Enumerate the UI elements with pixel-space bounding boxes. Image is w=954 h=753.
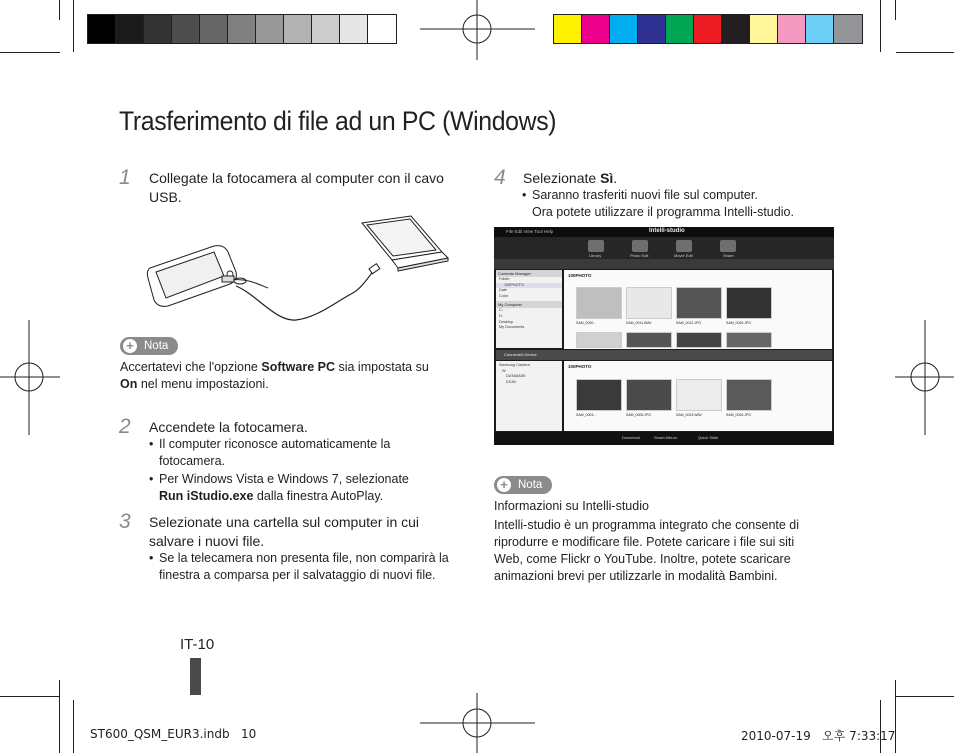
color-swatch-bar: [553, 14, 863, 44]
step-number: 1: [119, 166, 131, 189]
connected-device-bar: [496, 350, 832, 360]
color-swatch: [582, 15, 610, 43]
thumbnail-caption: SAM_0026.JPG: [726, 413, 752, 417]
page-tab: [190, 658, 201, 695]
side-row: Desktop: [499, 319, 513, 324]
color-swatch: [610, 15, 638, 43]
thumbnail: [576, 287, 622, 319]
side-row: Samsung Camera: [499, 363, 530, 367]
smart-album-button: Smart Album: [654, 435, 677, 440]
toolbar-label: Library: [589, 253, 602, 258]
main-panel-top: [564, 270, 832, 349]
thumbnail-caption: SAM_0030...: [576, 321, 597, 325]
note-text: Intelli-studio è un programma integrato che consente di riprodurre e modificare file. Potete caricare i file sui siti Web, come Flickr o YouTube. Inoltre, potete scaricare animazioni brevi per utilizzarle in modalità Bambini.: [494, 518, 800, 583]
photo-edit-icon: [632, 240, 648, 252]
plus-icon: +: [497, 478, 511, 492]
crop-mark: [0, 696, 60, 697]
app-toolbar: [494, 237, 834, 259]
crop-mark: [896, 52, 954, 53]
thumbnail: [626, 287, 672, 319]
thumbnail-caption: SAM_0003...: [576, 413, 597, 417]
download-button: Download: [622, 435, 640, 440]
note-badge: [120, 337, 178, 355]
side-row: D:: [499, 313, 503, 318]
side-header: Contents Manager: [496, 270, 562, 277]
thumbnail-caption: SAM_0024.WAV: [676, 413, 702, 417]
registration-target-bottom: [420, 693, 535, 753]
step-number: 2: [119, 415, 131, 438]
thumbnail: [726, 287, 772, 319]
crop-mark: [880, 0, 881, 52]
footer-date: 2010-07-19 오후 7:33:17: [741, 729, 896, 743]
thumbnail: [626, 379, 672, 411]
thumbnail: [676, 379, 722, 411]
thumbnail: [576, 379, 622, 411]
crop-mark: [73, 700, 74, 753]
step-text: Selezionate Sì.: [523, 170, 618, 186]
crop-mark: [73, 0, 74, 52]
note-text: Accertatevi che l'opzione Software PC sia impostata su On nel menu impostazioni.: [120, 360, 429, 391]
step-text: Accendete la fotocamera.: [149, 419, 308, 435]
side-row: C:: [499, 308, 503, 313]
registration-target-top: [420, 0, 535, 60]
side-row: Color: [499, 293, 509, 298]
crop-mark: [59, 680, 60, 753]
side-row: 100PHOTO: [496, 283, 562, 289]
thumbnail-caption: SAM_0012.JPG: [676, 321, 702, 325]
toolbar-label: Photo Edit: [630, 253, 649, 258]
thumbnail: [726, 332, 772, 348]
main-panel-bottom: [564, 361, 832, 431]
thumbnail: [676, 332, 722, 348]
color-swatch: [554, 15, 582, 43]
color-swatch: [750, 15, 778, 43]
color-swatch: [144, 15, 172, 43]
color-swatch: [368, 15, 396, 43]
thumbnail: [576, 332, 622, 348]
plus-icon: +: [123, 339, 137, 353]
side-row: DCIM: [506, 379, 516, 384]
color-swatch: [666, 15, 694, 43]
app-menu: File Edit View Tool Help: [506, 229, 554, 234]
color-swatch: [806, 15, 834, 43]
side-panel: [496, 270, 562, 348]
laptop-icon: [362, 216, 448, 271]
bullet-item: • Per Windows Vista e Windows 7, selezionate Run iStudio.exe dalla finestra AutoPlay.: [149, 472, 409, 503]
share-icon: [720, 240, 736, 252]
side-row: Date: [499, 288, 508, 293]
color-swatch: [200, 15, 228, 43]
app-bottombar: [494, 432, 834, 445]
crop-mark: [895, 0, 896, 20]
gray-swatch-bar: [87, 14, 397, 44]
thumbnail-caption: SAM_0026.JPG: [726, 321, 752, 325]
toolbar-label: Movie Edit: [674, 253, 693, 258]
color-swatch: [228, 15, 256, 43]
app-navbar: [494, 259, 834, 269]
step-number: 4: [494, 166, 506, 189]
step-number: 3: [119, 510, 131, 533]
side-row: Folder: [499, 277, 510, 281]
footer-file: ST600_QSM_EUR3.indb 10: [90, 727, 257, 741]
crop-mark: [0, 52, 60, 53]
crop-mark: [59, 0, 60, 20]
registration-target-right: [895, 320, 954, 435]
note-label: Nota: [144, 340, 169, 352]
quick-slide-button: Quick Slide: [698, 435, 719, 440]
usb-cable: [236, 270, 374, 320]
crop-mark: [896, 696, 954, 697]
thumbnail: [676, 287, 722, 319]
registration-target-left: [0, 320, 60, 435]
color-swatch: [694, 15, 722, 43]
note-badge: [494, 476, 552, 494]
camera-laptop-illustration: [146, 214, 452, 326]
side-row: My Documents: [499, 325, 525, 330]
bullet-item: • Il computer riconosce automaticamente la fotocamera.: [149, 437, 391, 468]
color-swatch: [340, 15, 368, 43]
page-title: Trasferimento di file ad un PC (Windows): [119, 106, 557, 136]
device-panel: [496, 361, 562, 431]
side-row: W: [502, 368, 506, 373]
bullet-item: • Se la telecamera non presenta file, non comparirà la finestra a comparsa per il salvataggio di nuovi file.: [149, 551, 449, 582]
color-swatch: [722, 15, 750, 43]
thumbnail: [626, 332, 672, 348]
color-swatch: [172, 15, 200, 43]
side-row: DATABASE: [506, 374, 526, 379]
thumbnail-caption: SAM_0011.WAV: [626, 321, 652, 325]
step-text: Selezionate una cartella sul computer in cui salvare i nuovi file.: [149, 514, 420, 549]
intelli-studio-screenshot: [494, 227, 834, 445]
note-heading: Informazioni su Intelli-studio: [494, 499, 649, 513]
side-header: My Computer: [496, 301, 562, 308]
library-icon: [588, 240, 604, 252]
color-swatch: [284, 15, 312, 43]
step-text: Collegate la fotocamera al computer con il cavo USB.: [149, 170, 444, 205]
color-swatch: [638, 15, 666, 43]
color-swatch: [834, 15, 862, 43]
color-swatch: [256, 15, 284, 43]
movie-edit-icon: [676, 240, 692, 252]
folder-label: 100PHOTO: [568, 364, 592, 369]
color-swatch: [88, 15, 116, 43]
thumbnail: [726, 379, 772, 411]
color-swatch: [312, 15, 340, 43]
connected-label: Connected Device: [504, 352, 537, 357]
camera-icon: [147, 246, 268, 307]
note-label: Nota: [518, 479, 543, 491]
color-swatch: [116, 15, 144, 43]
color-swatch: [778, 15, 806, 43]
folder-label: 100PHOTO: [568, 273, 592, 278]
bullet-item: • Saranno trasferiti nuovi file sul computer. Ora potete utilizzare il programma Intelli-studio.: [522, 188, 794, 219]
thumbnail-caption: SAM_0005.JPG: [626, 413, 652, 417]
page-number: IT-10: [180, 636, 215, 653]
app-title: Intelli-studio: [649, 228, 685, 234]
toolbar-label: Share: [723, 253, 734, 258]
app-titlebar: [494, 227, 834, 237]
